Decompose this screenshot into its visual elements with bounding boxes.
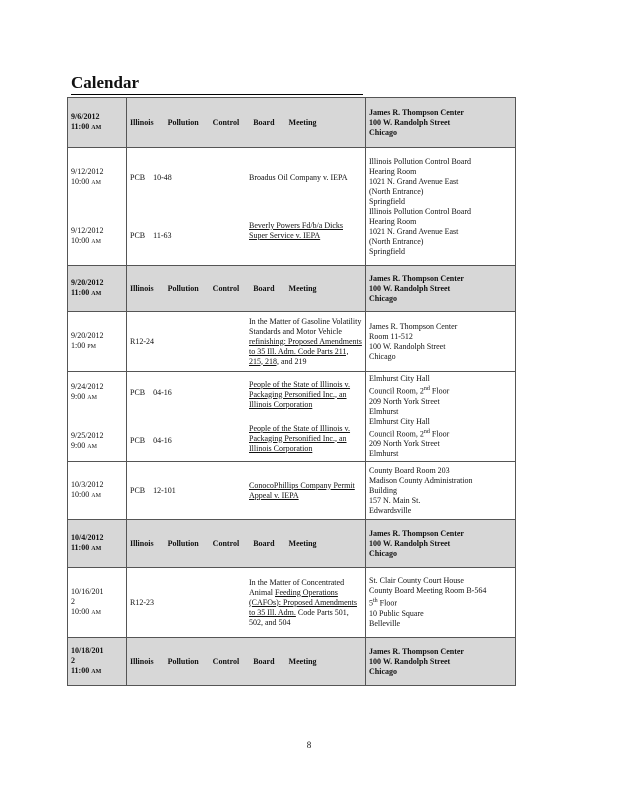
page-number: 8 — [306, 740, 312, 750]
case-number-cell: R12-24 — [127, 312, 247, 372]
date-cell: 9/12/2012 10:00 AM 9/12/2012 10:00 AM — [68, 148, 127, 266]
meeting-title: Illinois Pollution Control Board Meeting — [127, 266, 366, 312]
case-caption-cell: In the Matter of Gasoline Volatility Standards and Motor Vehicle refinishing: Proposed Amendments to 35 Ill. Adm. Code Parts 211, 215, 218, and 219 — [246, 312, 366, 372]
case-number-cell: PCB 04-16 PCB 04-16 — [127, 372, 247, 462]
case-number-cell: PCB 12-101 — [127, 462, 247, 520]
location-cell: County Board Room 203 Madison County Administration Building 157 N. Main St. Edwardsville — [366, 462, 516, 520]
case-caption-cell — [246, 148, 366, 266]
case-caption-cell: ConocoPhillips Company Permit Appeal v. IEPA — [246, 462, 366, 520]
case-number-cell: PCB 10-48 PCB 11-63 — [127, 148, 247, 266]
page-title: Calendar — [71, 73, 363, 95]
location-cell: James R. Thompson Center 100 W. Randolph Street Chicago — [366, 266, 516, 312]
case-caption-cell: People of the State of Illinois v. Packaging Personified Inc., an Illinois Corporation People of the State of Illinois v. Packaging Personified Inc., an Illinois Corporation — [246, 372, 366, 462]
location-cell: Illinois Pollution Control Board Hearing Room 1021 N. Grand Avenue East (North Entrance) Springfield Illinois Pollution Control Board Hearing Room 1021 N. Grand Avenue East (North Entrance) Springfield — [366, 148, 516, 266]
table-row — [68, 266, 516, 312]
date-cell: 10/18/201 2 11:00 AM — [68, 638, 127, 686]
case-number-cell: R12-23 — [127, 568, 247, 638]
location-cell: St. Clair County Court House County Board Meeting Room B-564 5th Floor 10 Public Square Belleville — [366, 568, 516, 638]
table-row — [68, 98, 516, 148]
meeting-title: Illinois Pollution Control Board Meeting — [127, 98, 366, 148]
location-cell: Elmhurst City Hall Council Room, 2nd Floor 209 North York Street Elmhurst Elmhurst City Hall Council Room, 2nd Floor 209 North York Street Elmhurst — [366, 372, 516, 462]
table-row — [68, 462, 516, 520]
table-row — [68, 148, 516, 266]
date-cell: 9/24/2012 9:00 AM 9/25/2012 9:00 AM — [68, 372, 127, 462]
date-cell: 9/20/2012 1:00 PM — [68, 312, 127, 372]
table-row — [68, 520, 516, 568]
case-caption: Broadus Oil Company v. IEPA — [249, 172, 348, 182]
table-row — [68, 372, 516, 462]
date-cell: 10/16/201 2 10:00 AM — [68, 568, 127, 638]
table-row — [68, 312, 516, 372]
date-cell: 9/6/2012 11:00 AM — [68, 98, 127, 148]
case-caption-cell: In the Matter of Concentrated Animal Feeding Operations (CAFOs): Proposed Amendments to 35 Ill. Adm. Code Parts 501, 502, and 504 — [246, 568, 366, 638]
case-caption: Beverly Powers Fd/b/a Dicks Super Service v. IEPA — [249, 220, 343, 240]
meeting-title: Illinois Pollution Control Board Meeting — [127, 638, 366, 686]
calendar-table — [67, 97, 516, 686]
location-cell: James R. Thompson Center Room 11-512 100 W. Randolph Street Chicago — [366, 312, 516, 372]
table-row — [68, 638, 516, 686]
table-row — [68, 568, 516, 638]
location-cell: James R. Thompson Center 100 W. Randolph Street Chicago — [366, 520, 516, 568]
date-cell: 9/20/2012 11:00 AM — [68, 266, 127, 312]
date-cell: 10/3/2012 10:00 AM — [68, 462, 127, 520]
location-cell: James R. Thompson Center 100 W. Randolph Street Chicago — [366, 638, 516, 686]
meeting-title: Illinois Pollution Control Board Meeting — [127, 520, 366, 568]
date-cell: 10/4/2012 11:00 AM — [68, 520, 127, 568]
location-cell: James R. Thompson Center 100 W. Randolph Street Chicago — [366, 98, 516, 148]
